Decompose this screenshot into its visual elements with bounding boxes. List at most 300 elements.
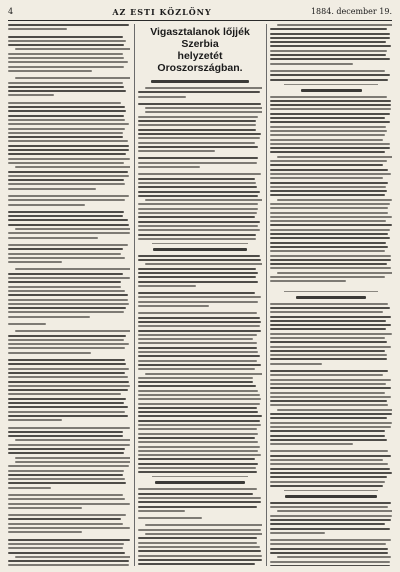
unreadable-text-line <box>138 292 255 294</box>
unreadable-subheading <box>296 296 366 299</box>
unreadable-text-line <box>270 151 385 153</box>
unreadable-text-line <box>8 110 126 112</box>
unreadable-text-line <box>8 552 125 554</box>
unreadable-text-line <box>138 124 256 126</box>
unreadable-text-line <box>138 517 202 519</box>
unreadable-subheading <box>153 248 247 251</box>
unreadable-text-line <box>270 139 383 141</box>
unreadable-text-line <box>138 390 258 392</box>
unreadable-text-line <box>270 108 391 110</box>
column-separator <box>266 24 267 566</box>
unreadable-text-line <box>270 117 385 119</box>
unreadable-text-line <box>270 229 390 231</box>
unreadable-text-line <box>138 208 258 210</box>
unreadable-text-line <box>8 82 123 84</box>
unreadable-text-line <box>270 79 388 81</box>
unreadable-text-line <box>277 24 392 26</box>
unreadable-text-line <box>138 463 258 465</box>
unreadable-text-line <box>270 311 383 313</box>
unreadable-text-line <box>270 337 385 339</box>
unreadable-text-line <box>8 86 124 88</box>
unreadable-text-line <box>8 527 130 529</box>
masthead <box>8 5 392 19</box>
unreadable-text-line <box>138 330 261 332</box>
unreadable-text-line <box>270 303 388 305</box>
unreadable-text-line <box>8 40 126 42</box>
unreadable-text-line <box>270 237 390 239</box>
section-rule <box>284 490 378 491</box>
unreadable-text-line <box>8 94 54 96</box>
unreadable-text-line <box>138 146 258 148</box>
unreadable-text-line <box>270 400 387 402</box>
unreadable-text-line <box>138 546 260 548</box>
unreadable-text-line <box>270 502 391 504</box>
unreadable-text-line <box>8 219 128 221</box>
unreadable-text-line <box>270 450 388 452</box>
unreadable-text-line <box>138 501 261 503</box>
unreadable-text-line <box>138 506 257 508</box>
unreadable-text-line <box>138 338 253 340</box>
unreadable-text-line <box>8 560 129 562</box>
unreadable-text-line <box>138 276 256 278</box>
unreadable-text-line <box>138 437 255 439</box>
unreadable-text-line <box>8 543 124 545</box>
unreadable-text-line <box>270 506 388 508</box>
unreadable-text-line <box>138 225 258 227</box>
unreadable-text-line <box>270 374 383 376</box>
unreadable-text-line <box>270 74 390 76</box>
unreadable-text-line <box>270 472 392 474</box>
unreadable-text-line <box>270 387 391 389</box>
unreadable-text-line <box>138 550 261 552</box>
unreadable-text-line <box>138 493 253 495</box>
unreadable-text-line <box>138 368 255 370</box>
unreadable-text-line <box>270 100 391 102</box>
unreadable-text-line <box>8 419 62 421</box>
unreadable-text-line <box>8 498 125 500</box>
unreadable-text-line <box>8 335 126 337</box>
unreadable-text-line <box>8 123 129 125</box>
unreadable-text-line <box>138 182 256 184</box>
unreadable-text-line <box>8 564 129 566</box>
unreadable-text-line <box>138 305 209 307</box>
unreadable-text-line <box>138 334 257 336</box>
unreadable-text-line <box>270 50 387 52</box>
unreadable-text-line <box>270 160 387 162</box>
unreadable-text-line <box>270 134 385 136</box>
headline-line: helyzetét Oroszországban. <box>157 50 243 74</box>
unreadable-text-line <box>8 175 129 177</box>
unreadable-text-line <box>277 156 392 158</box>
unreadable-text-line <box>8 514 126 516</box>
unreadable-text-line <box>270 280 346 282</box>
unreadable-text-line <box>138 467 256 469</box>
unreadable-text-line <box>138 510 185 512</box>
text-column-middle <box>138 24 262 566</box>
unreadable-text-line <box>8 66 124 68</box>
unreadable-text-line <box>8 402 124 404</box>
unreadable-text-line <box>8 381 129 383</box>
unreadable-text-line <box>270 328 386 330</box>
unreadable-text-line <box>138 312 257 314</box>
unreadable-text-line <box>8 523 123 525</box>
unreadable-text-line <box>270 220 386 222</box>
unreadable-text-line <box>15 228 130 230</box>
unreadable-text-line <box>8 372 125 374</box>
unreadable-text-line <box>270 519 391 521</box>
unreadable-text-line <box>8 311 124 313</box>
unreadable-text-line <box>145 524 262 526</box>
unreadable-text-line <box>8 232 130 234</box>
text-column-left <box>8 24 130 566</box>
unreadable-text-line <box>8 487 51 489</box>
unreadable-text-line <box>138 91 260 93</box>
unreadable-text-line <box>138 216 255 218</box>
unreadable-text-line <box>138 471 257 473</box>
unreadable-text-line <box>138 238 256 240</box>
unreadable-text-line <box>138 497 261 499</box>
unreadable-text-line <box>138 446 260 448</box>
unreadable-text-line <box>8 307 126 309</box>
unreadable-text-line <box>270 333 392 335</box>
unreadable-text-block <box>270 24 392 566</box>
section-rule <box>152 243 248 244</box>
unreadable-text-line <box>270 246 388 248</box>
unreadable-text-line <box>270 523 385 525</box>
section-rule <box>152 476 248 477</box>
unreadable-text-line <box>8 389 128 391</box>
unreadable-text-line <box>270 276 385 278</box>
unreadable-text-line <box>15 48 130 50</box>
unreadable-text-line <box>138 116 258 118</box>
unreadable-text-line <box>8 503 130 505</box>
unreadable-text-line <box>8 431 123 433</box>
unreadable-text-line <box>270 413 392 415</box>
unreadable-text-line <box>8 448 125 450</box>
unreadable-text-line <box>8 183 125 185</box>
unreadable-text-line <box>8 385 130 387</box>
unreadable-text-line <box>138 229 260 231</box>
unreadable-text-line <box>8 347 125 349</box>
unreadable-text-line <box>270 528 390 530</box>
unreadable-text-line <box>138 398 261 400</box>
unreadable-text-line <box>138 407 257 409</box>
unreadable-text-line <box>8 406 128 408</box>
unreadable-text-line <box>138 394 260 396</box>
unreadable-text-line <box>270 485 383 487</box>
unreadable-text-line <box>270 354 387 356</box>
unreadable-text-line <box>138 424 261 426</box>
unreadable-text-line <box>15 457 130 459</box>
unreadable-text-line <box>270 515 392 517</box>
unreadable-text-line <box>270 203 390 205</box>
unreadable-text-line <box>8 248 123 250</box>
unreadable-text-line <box>138 203 258 205</box>
unreadable-text-line <box>270 430 385 432</box>
unreadable-text-line <box>270 182 388 184</box>
unreadable-text-line <box>138 441 258 443</box>
unreadable-text-line <box>138 403 260 405</box>
unreadable-text-line <box>270 422 392 424</box>
unreadable-text-line <box>138 142 255 144</box>
unreadable-text-line <box>8 290 125 292</box>
unreadable-text-line <box>138 234 256 236</box>
unreadable-text-line <box>145 87 262 89</box>
unreadable-text-line <box>138 255 260 257</box>
unreadable-text-line <box>270 358 387 360</box>
unreadable-text-line <box>145 263 262 265</box>
unreadable-text-line <box>138 212 257 214</box>
unreadable-text-line <box>270 532 325 534</box>
unreadable-text-block <box>138 80 262 566</box>
unreadable-text-line <box>8 343 129 345</box>
unreadable-text-line <box>270 363 322 365</box>
unreadable-text-line <box>138 555 262 557</box>
unreadable-text-line <box>8 316 90 318</box>
unreadable-text-line <box>8 179 124 181</box>
unreadable-text-line <box>145 533 262 535</box>
unreadable-text-line <box>270 216 392 218</box>
unreadable-text-line <box>138 351 258 353</box>
unreadable-text-line <box>145 199 262 201</box>
unreadable-text-line <box>270 207 388 209</box>
unreadable-text-line <box>8 415 128 417</box>
unreadable-text-line <box>270 435 385 437</box>
unreadable-text-line <box>138 285 196 287</box>
unreadable-text-line <box>138 364 261 366</box>
unreadable-text-line <box>270 54 386 56</box>
unreadable-text-line <box>270 346 391 348</box>
unreadable-text-line <box>270 259 391 261</box>
unreadable-text-line <box>270 242 386 244</box>
unreadable-text-line <box>8 393 121 395</box>
unreadable-text-line <box>145 373 262 375</box>
unreadable-text-line <box>138 268 256 270</box>
unreadable-text-line <box>15 77 130 79</box>
unreadable-text-line <box>270 173 391 175</box>
unreadable-text-line <box>138 157 258 159</box>
unreadable-text-line <box>138 321 261 323</box>
unreadable-text-line <box>138 301 258 303</box>
unreadable-text-line <box>270 548 388 550</box>
unreadable-text-line <box>270 28 387 30</box>
unreadable-text-line <box>270 396 391 398</box>
unreadable-text-line <box>8 136 123 138</box>
unreadable-text-line <box>15 439 130 441</box>
unreadable-text-line <box>8 44 124 46</box>
unreadable-text-line <box>270 186 386 188</box>
unreadable-text-line <box>8 547 123 549</box>
unreadable-text-line <box>138 415 262 417</box>
unreadable-text-line <box>8 376 128 378</box>
unreadable-text-line <box>8 531 82 533</box>
unreadable-text-line <box>138 162 257 164</box>
unreadable-text-line <box>138 563 255 565</box>
unreadable-text-line <box>138 173 261 175</box>
unreadable-text-line <box>270 426 391 428</box>
unreadable-text-line <box>8 145 129 147</box>
unreadable-text-line <box>8 53 123 55</box>
unreadable-text-line <box>8 162 124 164</box>
unreadable-text-line <box>138 559 262 561</box>
unreadable-text-line <box>8 149 129 151</box>
unreadable-text-line <box>8 61 128 63</box>
unreadable-text-line <box>270 45 391 47</box>
unreadable-text-line <box>270 267 391 269</box>
unreadable-text-line <box>138 272 258 274</box>
column-separator <box>134 24 135 566</box>
unreadable-text-line <box>8 115 124 117</box>
unreadable-text-line <box>270 459 383 461</box>
unreadable-text-line <box>138 137 260 139</box>
unreadable-text-line <box>270 324 391 326</box>
unreadable-text-line <box>15 166 130 168</box>
unreadable-text-line <box>270 250 385 252</box>
unreadable-text-line <box>138 103 261 105</box>
unreadable-text-line <box>8 253 121 255</box>
unreadable-text-line <box>270 104 391 106</box>
unreadable-text-line <box>138 360 257 362</box>
unreadable-text-line <box>8 398 126 400</box>
unreadable-text-line <box>8 518 121 520</box>
unreadable-text-line <box>138 433 258 435</box>
unreadable-text-line <box>138 347 257 349</box>
unreadable-text-line <box>138 450 258 452</box>
unreadable-text-line <box>15 268 130 270</box>
unreadable-text-line <box>8 237 98 239</box>
unreadable-text-line <box>270 565 390 566</box>
unreadable-text-line <box>8 211 124 213</box>
unreadable-text-line <box>138 281 258 283</box>
masthead-rule <box>8 20 392 21</box>
unreadable-text-line <box>270 468 390 470</box>
unreadable-text-line <box>270 130 387 132</box>
unreadable-text-line <box>270 350 385 352</box>
unreadable-text-line <box>138 537 257 539</box>
unreadable-text-line <box>270 41 386 43</box>
unreadable-text-line <box>8 36 123 38</box>
unreadable-text-line <box>138 150 215 152</box>
issue-date: 1884. december 19. <box>310 7 392 16</box>
unreadable-text-line <box>138 542 257 544</box>
unreadable-text-line <box>8 281 121 283</box>
unreadable-text-line <box>8 452 124 454</box>
unreadable-text-line <box>270 476 387 478</box>
unreadable-text-line <box>8 57 124 59</box>
unreadable-text-line <box>138 178 255 180</box>
unreadable-text-line <box>8 359 125 361</box>
unreadable-text-line <box>270 481 385 483</box>
unreadable-text-line <box>8 339 124 341</box>
article-headline <box>138 26 262 74</box>
unreadable-text-line <box>138 488 257 490</box>
unreadable-text-line <box>270 37 390 39</box>
unreadable-text-line <box>8 299 128 301</box>
unreadable-text-line <box>138 529 261 531</box>
unreadable-text-line <box>270 370 388 372</box>
unreadable-text-line <box>270 379 391 381</box>
unreadable-text-line <box>270 33 390 35</box>
unreadable-text-line <box>138 120 256 122</box>
unreadable-text-line <box>270 96 387 98</box>
unreadable-text-line <box>270 190 387 192</box>
unreadable-text-line <box>8 24 129 26</box>
unreadable-text-line <box>8 323 46 325</box>
unreadable-text-line <box>8 244 128 246</box>
unreadable-text-line <box>138 129 256 131</box>
unreadable-text-line <box>277 409 392 411</box>
unreadable-text-line <box>270 392 385 394</box>
unreadable-text-line <box>8 106 125 108</box>
unreadable-text-line <box>8 444 130 446</box>
unreadable-text-line <box>270 539 391 541</box>
unreadable-text-line <box>270 255 391 257</box>
section-rule <box>284 291 378 292</box>
unreadable-text-line <box>270 212 388 214</box>
unreadable-text-line <box>138 96 186 98</box>
unreadable-text-line <box>270 63 353 65</box>
unreadable-subheading <box>155 481 244 484</box>
unreadable-text-line <box>270 417 387 419</box>
unreadable-text-line <box>270 224 392 226</box>
paper-title: AZ ESTI KÖZLÖNY <box>112 7 212 17</box>
unreadable-text-line <box>8 539 130 541</box>
unreadable-subheading <box>301 89 362 92</box>
unreadable-text-line <box>8 70 92 72</box>
unreadable-text-line <box>8 294 128 296</box>
unreadable-text-line <box>270 169 388 171</box>
unreadable-text-line <box>270 443 353 445</box>
unreadable-subheading <box>285 495 377 498</box>
unreadable-text-line <box>138 458 255 460</box>
unreadable-text-line <box>8 119 125 121</box>
unreadable-text-line <box>270 341 387 343</box>
unreadable-text-line <box>277 199 392 201</box>
unreadable-text-line <box>8 224 129 226</box>
unreadable-text-line <box>138 381 253 383</box>
unreadable-text-line <box>8 171 128 173</box>
unreadable-text-line <box>138 296 261 298</box>
unreadable-text-line <box>138 411 258 413</box>
unreadable-text-line <box>138 133 261 135</box>
headline-line: Vigasztalanok lőjjék Szerbia <box>150 26 250 50</box>
unreadable-text-line <box>8 273 123 275</box>
unreadable-text-line <box>270 561 390 563</box>
unreadable-text-line <box>8 102 121 104</box>
unreadable-text-line <box>138 454 261 456</box>
unreadable-text-line <box>270 404 388 406</box>
unreadable-text-line <box>8 204 85 206</box>
unreadable-text-line <box>270 307 390 309</box>
unreadable-text-line <box>8 199 125 201</box>
unreadable-text-line <box>8 435 123 437</box>
unreadable-text-line <box>8 465 129 467</box>
unreadable-text-line <box>145 107 262 109</box>
unreadable-text-line <box>8 286 121 288</box>
unreadable-text-line <box>138 420 260 422</box>
unreadable-text-line <box>270 439 387 441</box>
unreadable-text-line <box>8 478 125 480</box>
unreadable-subheading <box>151 80 249 83</box>
unreadable-text-line <box>8 261 62 263</box>
unreadable-text-line <box>270 552 388 554</box>
unreadable-text-line <box>270 463 388 465</box>
unreadable-text-line <box>8 352 91 354</box>
page-number: 4 <box>8 7 14 16</box>
unreadable-text-line <box>270 455 391 457</box>
unreadable-text-line <box>138 385 256 387</box>
text-column-right <box>270 24 392 566</box>
